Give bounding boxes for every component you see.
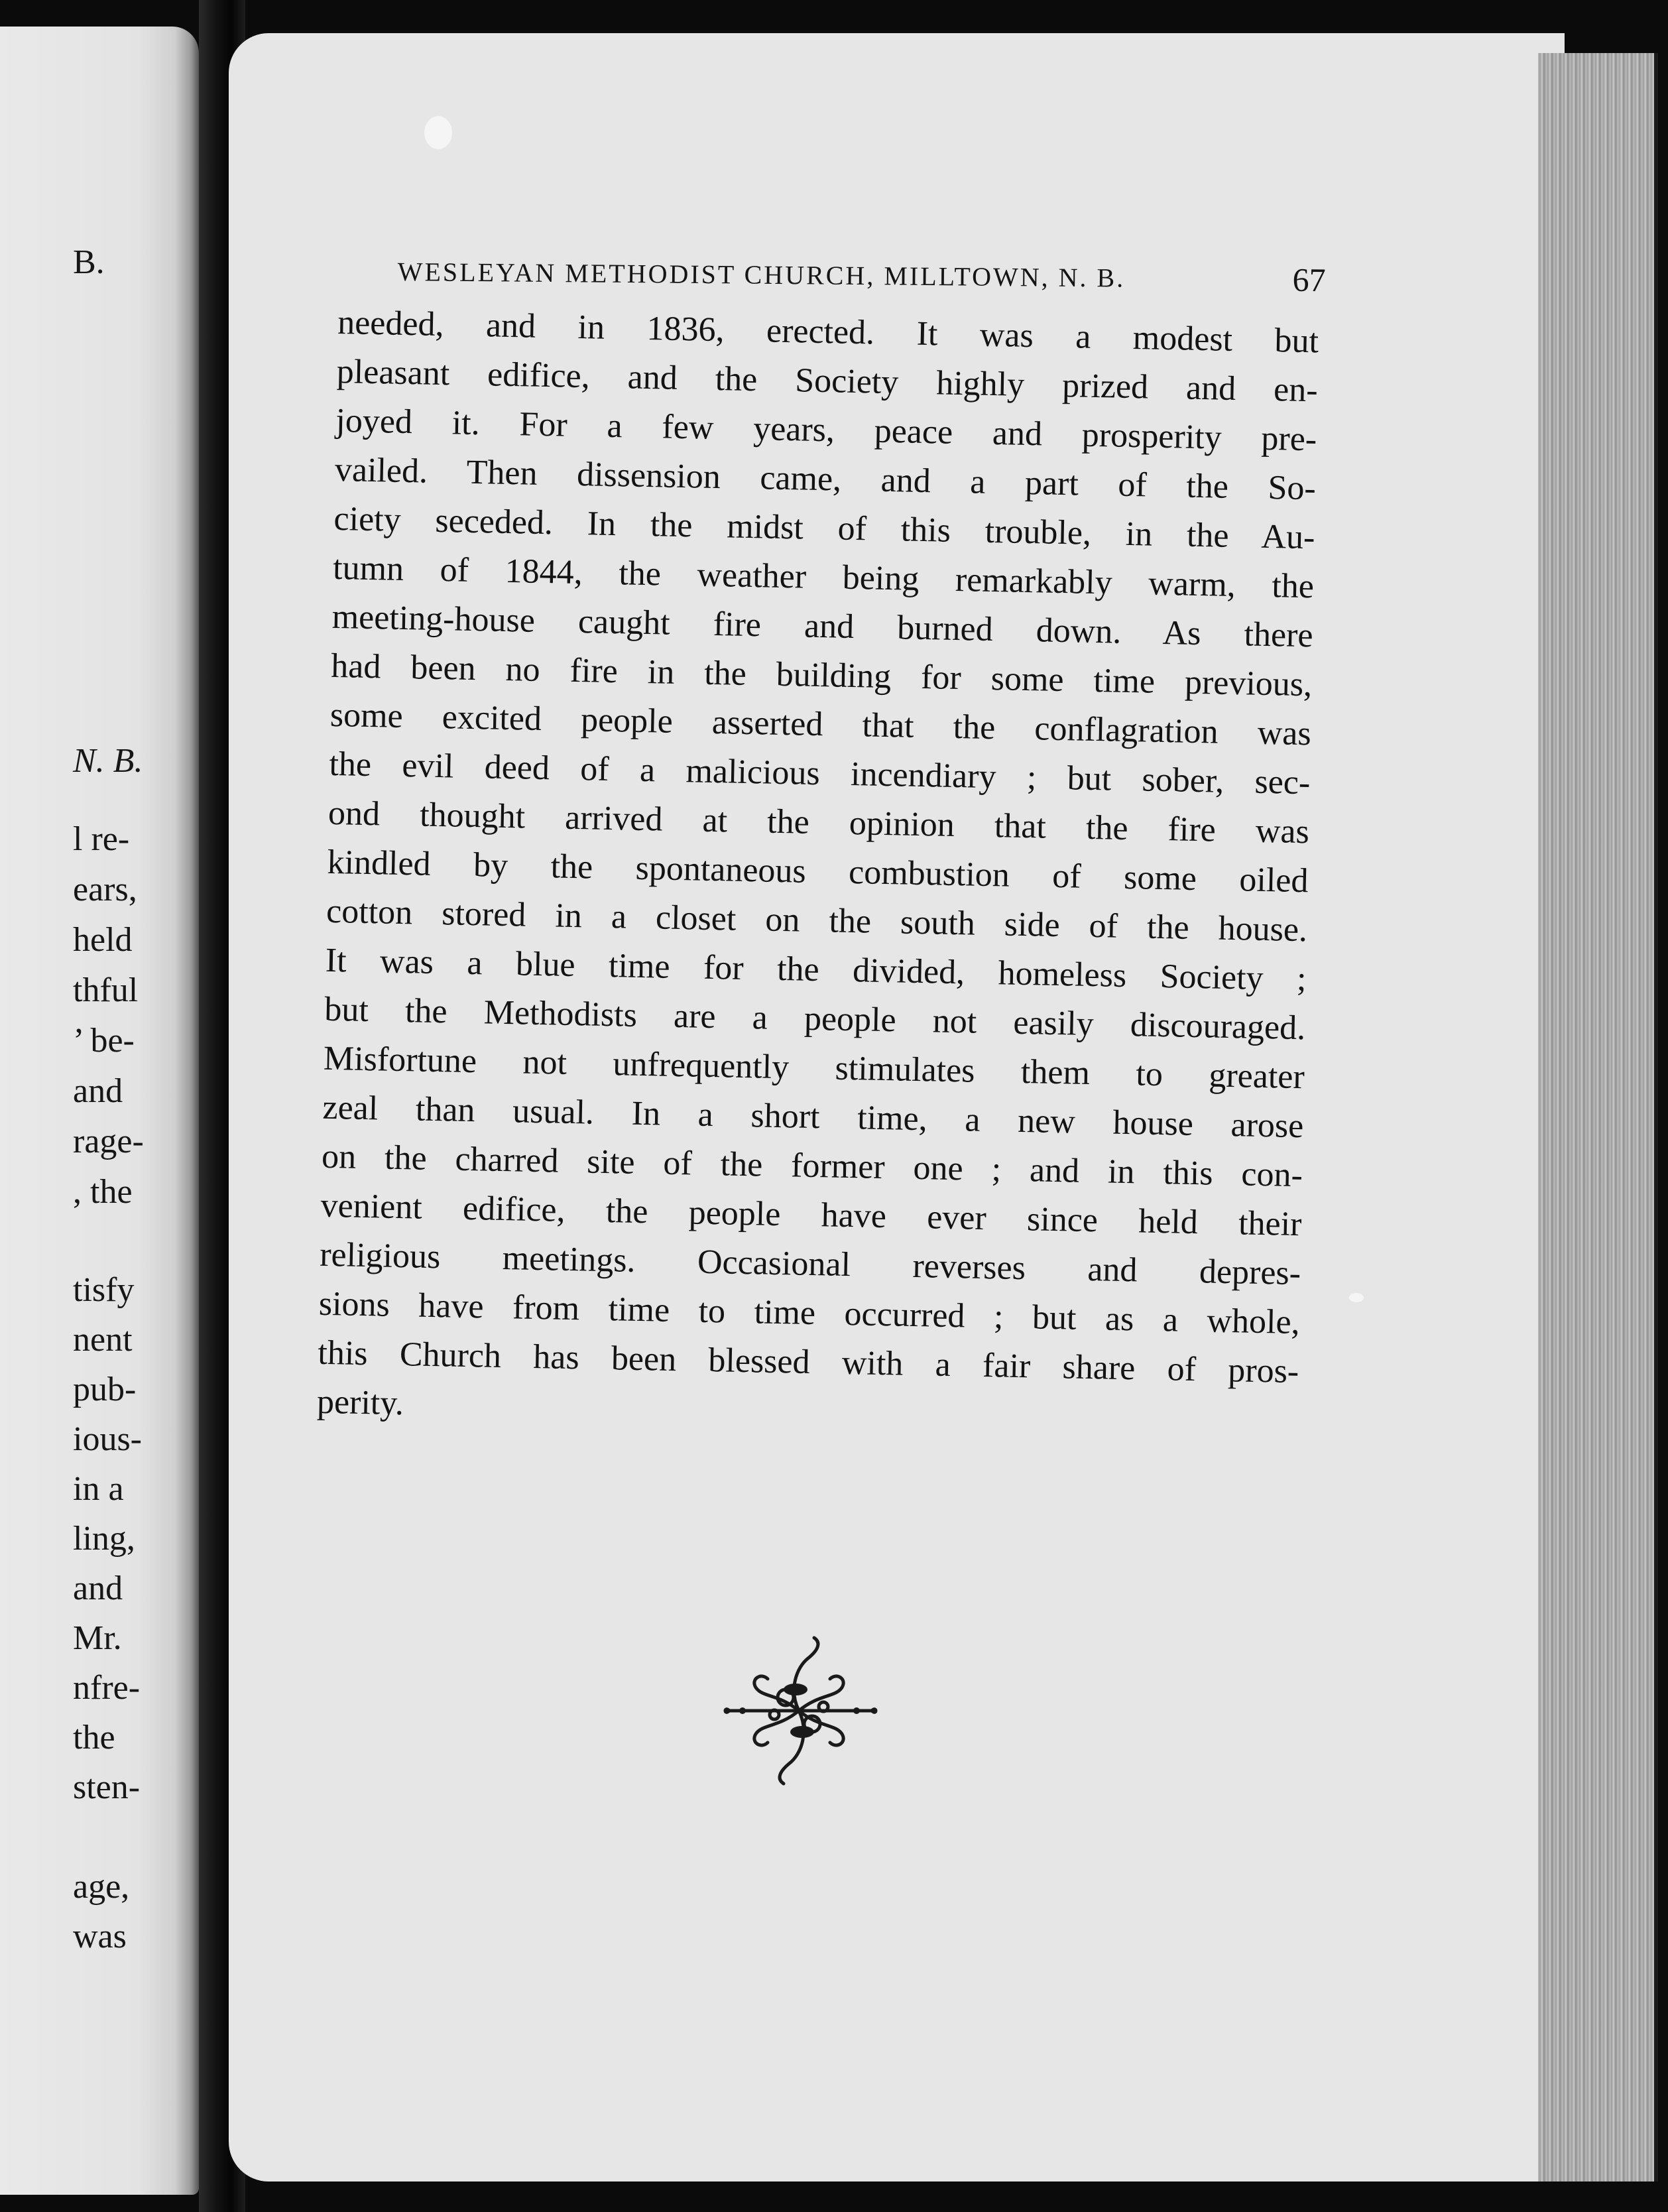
body-line: ond thought arrived at the opinion that the fire was bbox=[328, 794, 1310, 851]
body-line: on the charred site of the former one ; and in this con- bbox=[321, 1137, 1303, 1195]
left-page-line: N. B. bbox=[73, 742, 143, 780]
body-line: kindled by the spontaneous combustion of some oiled bbox=[327, 843, 1309, 900]
fleuron-ornament-icon bbox=[716, 1631, 882, 1790]
left-page-line: was bbox=[73, 1918, 127, 1955]
body-line: pleasant edifice, and the Society highly prized and en- bbox=[336, 352, 1319, 410]
running-head-title: WESLEYAN METHODIST CHURCH, MILLTOWN, N. B. bbox=[397, 256, 1126, 293]
body-line: perity. bbox=[316, 1382, 404, 1423]
left-page-line: Mr. bbox=[73, 1619, 122, 1657]
body-line: tumn of 1844, the weather being remarkably warm, the bbox=[332, 548, 1315, 606]
left-page-line: tisfy bbox=[73, 1271, 135, 1309]
left-page-line: nfre- bbox=[73, 1669, 141, 1707]
left-page-line: and bbox=[73, 1569, 123, 1607]
page-edges bbox=[1538, 53, 1658, 2181]
page-number: 67 bbox=[1292, 261, 1326, 299]
running-head bbox=[397, 252, 1325, 300]
paper-speck bbox=[424, 116, 452, 149]
left-page-line: ling, bbox=[73, 1520, 135, 1558]
left-page-line: B. bbox=[73, 243, 105, 281]
body-line: joyed it. For a few years, peace and prosperity pre- bbox=[335, 401, 1317, 459]
body-line: sions have from time to time occurred ; but as a whole, bbox=[318, 1284, 1301, 1342]
body-line: ciety seceded. In the midst of this trouble, in the Au- bbox=[333, 499, 1315, 557]
left-page-line: ears, bbox=[73, 871, 137, 908]
left-page-line: held bbox=[73, 921, 133, 959]
body-line: zeal than usual. In a short time, a new house arose bbox=[322, 1088, 1304, 1146]
left-page-line: ’ be- bbox=[73, 1022, 135, 1060]
left-page-line: and bbox=[73, 1072, 123, 1110]
body-line: vailed. Then dissension came, and a part of the So- bbox=[334, 450, 1317, 508]
body-line: but the Methodists are a people not easily discouraged. bbox=[324, 990, 1306, 1048]
left-page-line: age, bbox=[73, 1868, 130, 1906]
left-page-line: the bbox=[73, 1719, 115, 1756]
left-page-line: pub- bbox=[73, 1371, 137, 1408]
paper-speck bbox=[1349, 1293, 1364, 1302]
left-page-line: nent bbox=[73, 1321, 133, 1359]
body-line: venient edifice, the people have ever since held their bbox=[320, 1186, 1303, 1244]
left-page-line: in a bbox=[73, 1470, 124, 1508]
body-line: Misfortune not unfrequently stimulates them to greater bbox=[323, 1039, 1305, 1097]
body-line: meeting-house caught fire and burned down. As there bbox=[331, 597, 1314, 655]
body-line: cotton stored in a closet on the south side of the house. bbox=[326, 892, 1308, 950]
body-line: needed, and in 1836, erected. It was a modest but bbox=[337, 303, 1319, 361]
left-page-line: , the bbox=[73, 1173, 133, 1211]
body-line: this Church has been blessed with a fair share of pros- bbox=[317, 1333, 1299, 1391]
body-line: religious meetings. Occasional reverses and depres- bbox=[319, 1235, 1301, 1293]
left-page-line: l re- bbox=[73, 820, 130, 858]
body-text bbox=[316, 298, 1319, 1445]
left-page-line: thful bbox=[73, 971, 139, 1009]
body-line: the evil deed of a malicious incendiary ; but sober, sec- bbox=[328, 745, 1311, 802]
body-line: some excited people asserted that the conflagration was bbox=[329, 696, 1312, 753]
body-line: had been no fire in the building for some time previous, bbox=[330, 646, 1313, 704]
left-page-line: rage- bbox=[73, 1123, 144, 1160]
previous-page bbox=[0, 27, 199, 2195]
body-line: It was a blue time for the divided, homeless Society ; bbox=[325, 941, 1307, 999]
left-page-line: sten- bbox=[73, 1768, 141, 1806]
left-page-line: ious- bbox=[73, 1420, 142, 1458]
